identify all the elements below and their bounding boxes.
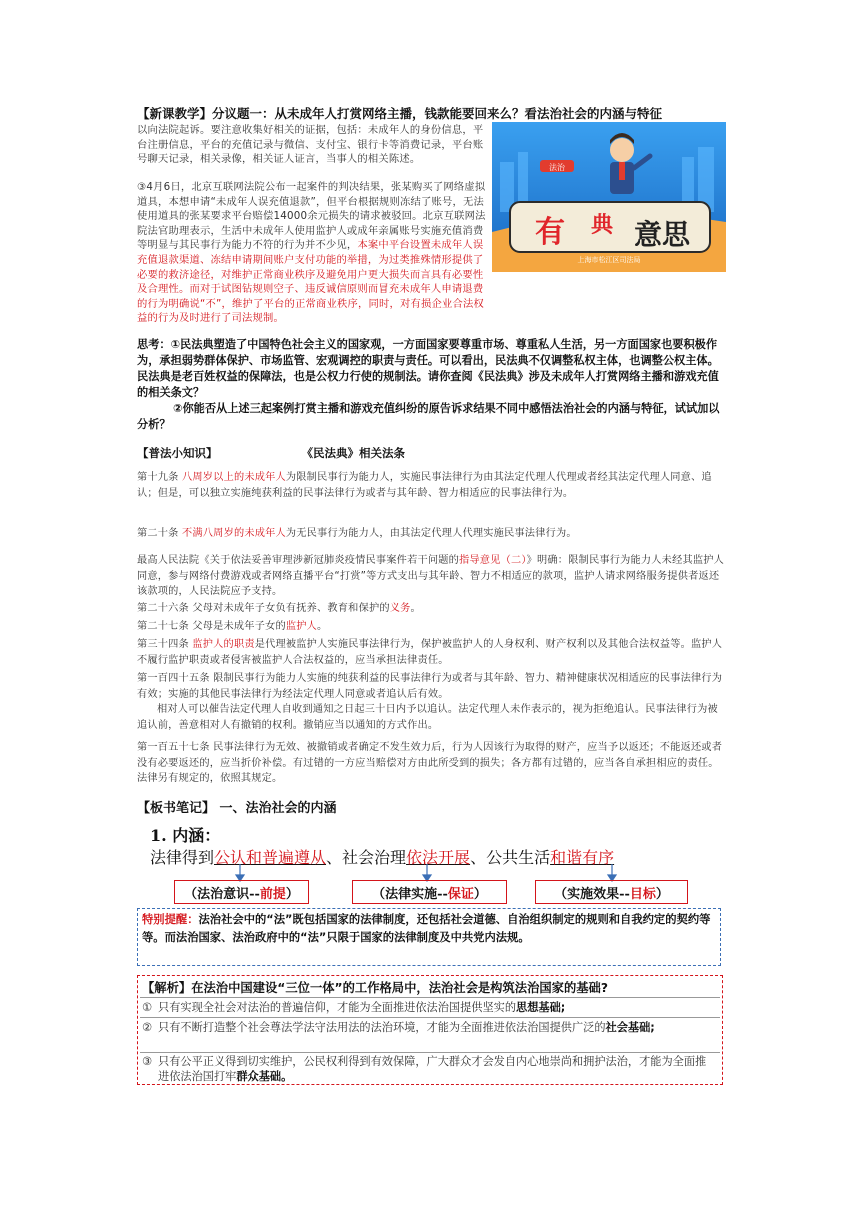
analysis-divider (140, 997, 720, 998)
banner-badge: 法治 (549, 163, 565, 172)
reminder-text: 法治社会中的“法”既包括国家的法律制度，还包括社会道德、自治组织制定的规则和自我约定的契约等等。而法治国家、法治政府中的“法”只限于国家的法律制度及中共党内法规。 (142, 913, 711, 944)
banner-title-right: 意思 (633, 218, 691, 251)
analysis-item-text: 只有不断打造整个社会尊法学法守法用法的法治环境，才能为全面推进依法治国提供广泛的 (158, 1021, 606, 1034)
article-34-text: 是代理被监护人实施民事法律行为，保护被监护人的人身权利、财产权利以及其他合法权益等。监护人不履行监护职责或者侵害被监护人合法权益的，应当承担法律责任。 (137, 639, 723, 666)
article-145-paragraph-2: 相对人可以催告法定代理人自收到通知之日起三十日内予以追认。法定代理人未作表示的，视为拒绝追认。民事法律行为被追认前，善意相对人有撤销的权利。撤销应当以通知的方式作出。 (137, 704, 718, 731)
article-20-highlight: 不满八周岁的未成年人 (182, 528, 286, 539)
think-question-1: ①民法典塑造了中国特色社会主义的国家观，一方面国家要尊重市场、尊重私人生活，另一方面国家也要积极作为，承担弱势群体保护、市场监管、宏观调控的职责与责任。可以看出，民法典不仅调整私权主体，也调整公权主体。民法典是老百姓权益的保障法，也是公权力行使的规制法。请你查阅《民法典》涉及未成年人打赏网络主播和游戏充值的相关条文？ (137, 338, 719, 399)
case-paragraph (137, 180, 492, 326)
article-27-end: 。 (317, 621, 328, 632)
article-20 (137, 526, 727, 542)
article-157-text: 第一百五十七条 民事法律行为无效、被撤销或者确定不发生效力后，行为人因该行为取得的财产，应当予以返还；不能返还或者没有必要返还的，应当折价补偿。有过错的一方应当赔偿对方由此所受到的损失；各方都有过错的，应当各自承担相应的责任。法律另有规定的，依照其规定。 (137, 742, 723, 784)
article-27 (137, 619, 727, 635)
box1-highlight: 前提 (259, 886, 286, 902)
def-part-2: 公认和普遍遵从 (214, 848, 327, 867)
article-19 (137, 470, 727, 501)
supreme-court-opinion (137, 553, 727, 600)
article-27-highlight: 监护人 (285, 621, 318, 632)
analysis-item-number: ① (142, 1001, 153, 1014)
banner-title-left: 有 (535, 215, 565, 250)
analysis-box (137, 975, 723, 1085)
article-19-number: 第十九条 (137, 472, 179, 483)
def-part-3: 、社会治理 (326, 848, 407, 867)
banner-caption: 上海市松江区司法局 (577, 256, 641, 264)
knowledge-title: 《民法典》相关法条 (301, 446, 406, 460)
def-part-4: 依法开展 (406, 848, 471, 867)
article-145 (137, 671, 727, 733)
box1-text: （法治意识-- (184, 886, 260, 902)
analysis-item (142, 1020, 714, 1035)
def-part-5: 、公共生活 (470, 848, 551, 867)
box3-text: （实施效果-- (554, 886, 630, 902)
banner-illustration (492, 122, 726, 272)
analysis-item-text: 只有公平正义得到切实维护，公民权利得到有效保障，广大群众才会发自内心地崇尚和拥护法治，才能为全面推进依法治国打牢 (158, 1055, 707, 1083)
banner-title-mid: 典 (590, 213, 614, 238)
article-34 (137, 637, 727, 668)
special-reminder-box (137, 908, 721, 966)
article-20-text: 为无民事行为能力人，由其法定代理人代理实施民事法律行为。 (285, 528, 577, 539)
box2-highlight: 保证 (447, 886, 474, 902)
analysis-item-number: ③ (142, 1055, 153, 1068)
opinion-highlight: 指导意见（二） (459, 555, 527, 566)
box2-text: （法律实施-- (372, 886, 448, 902)
case-text-highlight: 本案中平台设置未成年人误充值退款渠道、冻结申请期间账户支付功能的举措，为过类推殊情形提供了必要的救济途径，对维护正常商业秩序及避免用户更大损失而言具有必要性及合理性。而对于试图钻规则空子、违反诚信原则而冒充未成年人申请退费的行为明确说“不”，维护了平台的正常商业秩序，同时，对有损企业合法权益的行为及时进行了司法规制。 (137, 239, 484, 325)
label-box-implementation (352, 880, 507, 904)
box1-end: ） (285, 886, 299, 902)
article-26-highlight: 义务 (389, 603, 411, 614)
def-part-1: 法律得到 (150, 848, 215, 867)
article-20-number: 第二十条 (137, 528, 179, 539)
article-26-end: 。 (410, 603, 421, 614)
intro-paragraph: 以向法院起诉。要注意收集好相关的证据，包括：未成年人的身份信息，平台注册信息，平台的充值记录与微信、支付宝、银行卡等消费记录，平台账号聊天记录，相关录像，相关证人证言，当事人的相关陈述。 (137, 124, 484, 166)
analysis-item-emphasis: 社会基础; (605, 1021, 655, 1034)
article-19-highlight: 八周岁以上的未成年人 (182, 472, 286, 483)
analysis-item (142, 1000, 714, 1015)
box3-highlight: 目标 (629, 886, 656, 902)
article-26 (137, 601, 727, 617)
think-section (137, 337, 727, 433)
lesson-heading: 【新课教学】分议题一：从未成年人打赏网络主播，钱款能要回来么？看法治社会的内涵与特征 (137, 106, 663, 121)
article-145-text: 第一百四十五条 限制民事行为能力人实施的纯获利益的民事法律行为或者与其年龄、智力、精神健康状况相适应的民事法律行为有效；实施的其他民事法律行为经法定代理人同意或者追认后有效。 (137, 673, 723, 700)
think-question-2: ②你能否从上述三起案例打赏主播和游戏充值纠纷的原告诉求结果不同中感悟法治社会的内涵与特征，试试加以分析？ (137, 402, 720, 431)
analysis-item-emphasis: 群众基础。 (236, 1070, 293, 1083)
analysis-divider (140, 1052, 720, 1053)
analysis-item (142, 1054, 714, 1084)
label-box-effect (535, 880, 688, 904)
article-34-number: 第三十四条 (137, 639, 189, 650)
box3-end: ） (655, 886, 669, 902)
reminder-label: 特别提醒： (142, 913, 199, 926)
board-notes-title: 【板书笔记】 一、法治社会的内涵 (137, 801, 337, 816)
knowledge-heading (137, 445, 727, 461)
def-part-6: 和谐有序 (550, 848, 615, 867)
case-text: ③4月6日，北京互联网法院公布一起案件的判决结果，张某购买了网络虚拟道具，本想申请“未成年人误充值退款”，但平台根据规则冻结了账号，无法使用道具的张某要求平台赔偿14000余元损失的请求被驳回。北京互联网法院法官助理表示，生活中未成年人使用监护人或成年亲属账号实施充值消费等明显与其民事行为能力不符的行为并不少见， (137, 181, 486, 252)
analysis-heading: 【解析】在法治中国建设“三位一体”的工作格局中，法治社会是构筑法治国家的基础? (142, 981, 608, 995)
connotation-subtitle: 1. 内涵： (150, 826, 221, 845)
law-banner-image (492, 122, 726, 272)
think-label: 思考： (137, 338, 171, 351)
article-27-text: 第二十七条 父母是未成年子女的 (137, 621, 286, 632)
article-157 (137, 740, 727, 787)
article-34-highlight: 监护人的职责 (192, 639, 255, 650)
opinion-text-start: 最高人民法院《关于依法妥善审理涉新冠肺炎疫情民事案件若干问题的 (137, 555, 460, 566)
analysis-item-number: ② (142, 1021, 153, 1034)
analysis-divider (140, 1017, 720, 1018)
knowledge-label: 【普法小知识】 (137, 446, 218, 460)
analysis-item-emphasis: 思想基础; (516, 1001, 566, 1014)
opinion-text-end: 》明确：限制民事行为能力人未经其监护人同意，参与网络付费游戏或者网络直播平台“打赏”等方式支出与其年龄、智力不相适应的款项，监护人请求网络服务提供者返还该款项的，人民法院应予支持。 (137, 555, 725, 597)
article-19-text: 为限制民事行为能力人，实施民事法律行为由其法定代理人代理或者经其法定代理人同意、追认；但是，可以独立实施纯获利益的民事法律行为或者与其年龄、智力相适应的民事法律行为。 (137, 472, 712, 499)
analysis-item-text: 只有实现全社会对法治的普遍信仰，才能为全面推进依法治国提供坚实的 (158, 1001, 517, 1014)
article-26-text: 第二十六条 父母对未成年子女负有抚养、教育和保护的 (137, 603, 390, 614)
label-box-awareness (174, 880, 309, 904)
box2-end: ） (473, 886, 487, 902)
